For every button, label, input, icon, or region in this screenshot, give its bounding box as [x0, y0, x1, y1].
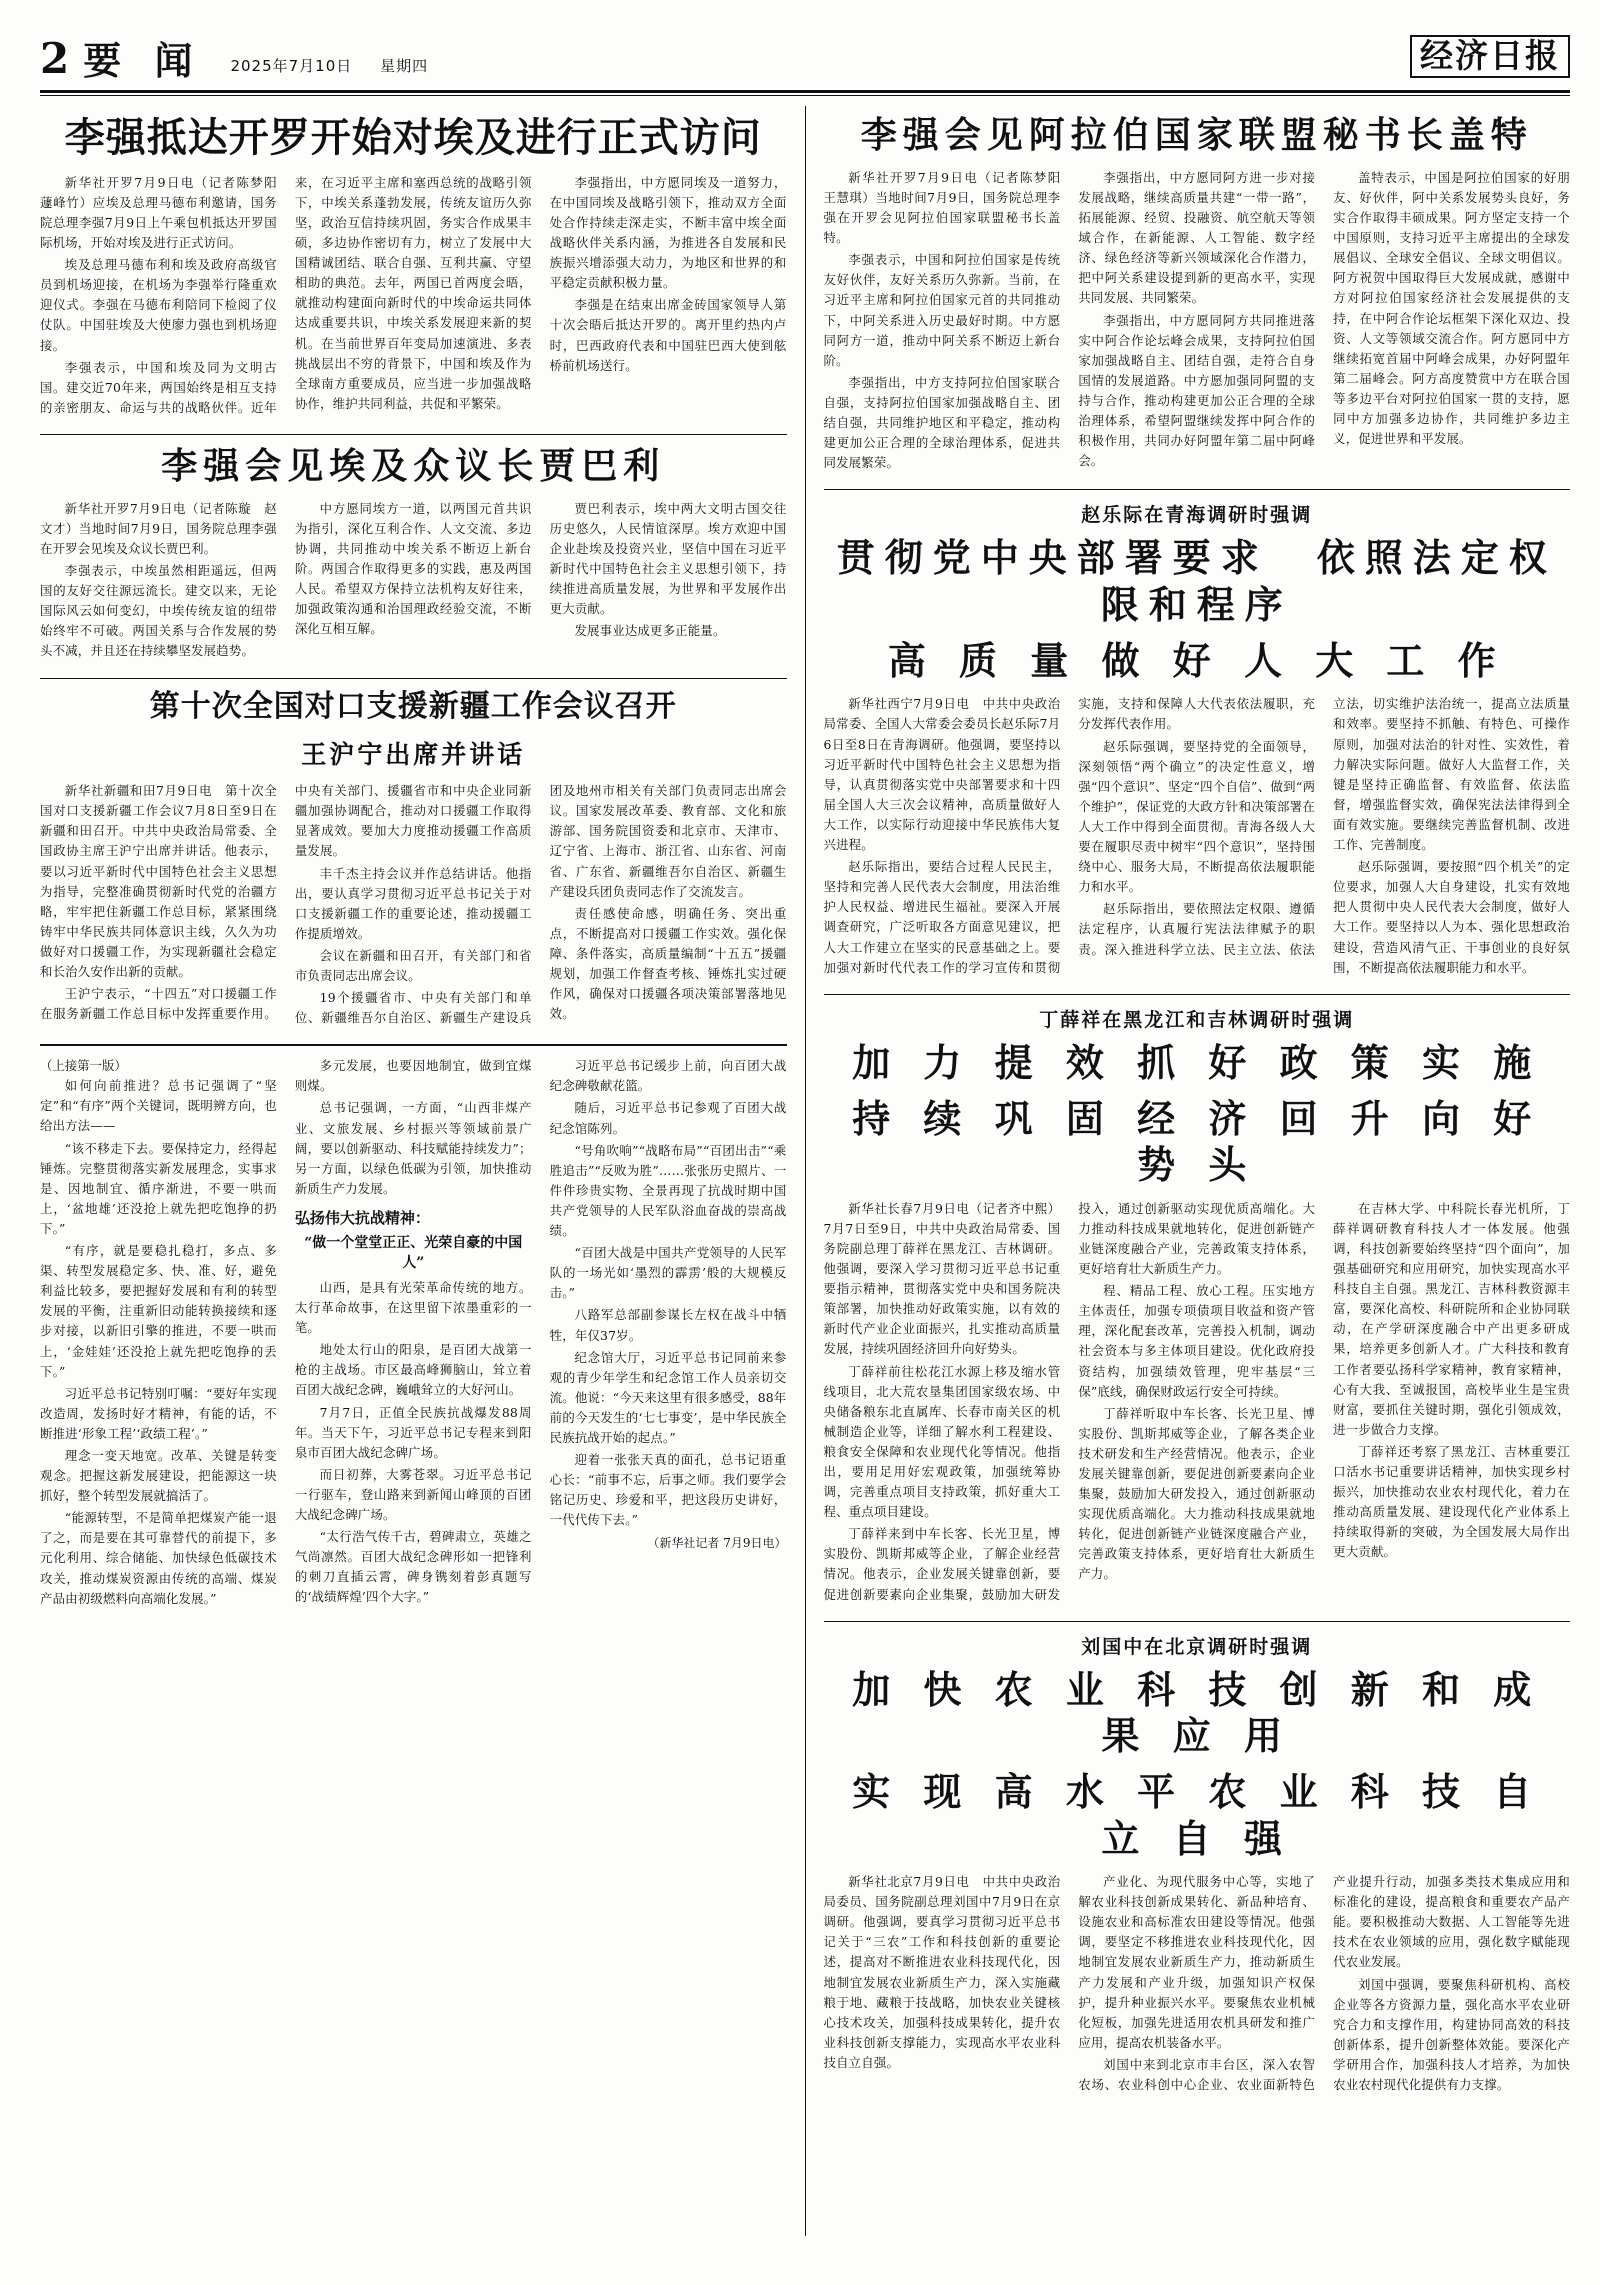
article-separator	[824, 1621, 1571, 1622]
paragraph: 习近平总书记特别叮嘱：“要好年实现改造周，发扬时好才精神，有能的话，不断推进‘形象工程’‘政绩工程’。”	[40, 1385, 277, 1441]
headline: 第十次全国对口支援新疆工作会议召开	[149, 688, 677, 724]
paragraph: 中方愿同埃方一道，以两国元首共识为指引，深化互利合作、人文交流、多边协调，共同推动中埃关系不断迈上新台阶。两国合作取得更多的实践，惠及两国人民。希望双方保持立法机构友好往来，加强政策沟通和治国理政经验交流，不断深化互相互解。	[294, 500, 532, 637]
headline-line-2: 实 现 高 水 平 农 业 科 技 自 立 自 强	[852, 1769, 1542, 1861]
headline-line-2: 持 续 巩 固 经 济 回 升 向 好 势 头	[852, 1096, 1542, 1188]
paragraph: 埃及总理马德布利和埃及政府高级官员到机场迎接，在机场为李强举行隆重欢迎仪式。李强在马德布利陪同下检阅了仪仗队。中国驻埃及大使廖力强也到机场迎接。	[40, 257, 277, 353]
continuation-note: （上接第一版）	[40, 1058, 127, 1074]
paragraph: 丰千杰主持会议并作总结讲话。他指出，要认真学习贯彻习近平总书记关于对口支援新疆工作的重要论述，推动援疆工作提质增效。	[294, 865, 532, 941]
paper-nameplate: 经济日报	[1410, 35, 1570, 78]
headline: 李强抵达开罗开始对埃及进行正式访问	[64, 114, 762, 161]
paragraph: 李强指出，中方愿同阿方进一步对接发展战略，继续高质量共建“一带一路”，拓展能源、经贸、投融资、航空航天等领域合作，在新能源、人工智能、数字经济、绿色经济等新兴领域深化合作潜力，把中阿关系建设提到新的更高水平，实现共同发展、共同繁荣。	[1078, 169, 1316, 306]
paragraph: 八路军总部副参谋长左权在战斗中牺牲，年仅37岁。	[549, 1307, 787, 1343]
paragraph: 新华社北京7月9日电 中共中央政治局委员、国务院副总理刘国中7月9日在京调研。他强调，要真学习贯彻习近平总书记关于“三农”工作和科技创新的重要论述，提高对不断推进农业科技现代化，因地制宜发展农业新质生产力，深入实施藏粮于地、藏粮于技战略，加快农业关键核心技术攻关，加强科技成果转化，提升农业科技创新支撑能力，实现高水平农业科技自立自强。	[823, 1874, 1061, 2070]
paragraph: 李强指出，中方愿同埃及一道努力，在中国同埃及战略引领下，推动双方全面处合作持续走深走实，不断丰富中埃全面战略伙伴关系内涵，为推进各自发展和民族振兴增添强大动力，为地区和世界的和平稳定贡献积极力量。	[549, 174, 787, 291]
kicker: 赵乐际在青海调研时强调	[1081, 504, 1313, 527]
paragraph: 总书记强调，一方面，“山西非煤产业、文旅发展、乡村振兴等领域前景广阔，要以创新驱动、科技赋能持续发力”；另一方面，以绿色低碳为引领，加快推动新质生产力发展。	[294, 1100, 532, 1196]
paragraph: 王沪宁表示，“十四五”对口援疆工作在服务新疆工作总目标中发挥重要作用。中央有关部门、援疆省市和中央企业同新疆加强协调配合，推动对口援疆工作取得显著成效。要加大力度推动援疆工作高质量发展。	[40, 783, 532, 1022]
paragraph: 新华社开罗7月9日电（记者陈梦阳 王慧琪）当地时间7月9日，国务院总理李强在开罗会见阿拉伯国家联盟秘书长盖特。	[823, 169, 1073, 246]
paragraph: 随后，习近平总书记参观了百团大战纪念馆陈列。	[549, 1100, 787, 1136]
paragraph: 7月7日，正值全民族抗战爆发88周年。当天下午，习近平总书记专程来到阳泉市百团大战纪念碑广场。	[294, 1404, 532, 1460]
paragraph: 19个援疆省市、中央有关部门和单位、新疆维吾尔自治区、新疆生产建设兵团及地州市相关有关部门负责同志出席会议。国家发展改革委、教育部、文化和旅游部、国务院国资委和北京市、天津市、辽宁省、上海市、浙江省、山东省、河南省、广东省、新疆维吾尔自治区、新疆生产建设兵团负责同志作了交流发言。	[294, 783, 787, 1026]
paragraph: 责任感使命感，明确任务、突出重点，不断提高对口援疆工作实效。强化保障、条件落实，高质量编制“十五五”援疆规划，加强工作督查考核、锤炼扎实过硬作风，确保对口援疆各项决策部署落地见效。	[549, 905, 787, 1022]
paragraph: 赵乐际指出，要依照法定权限、遵循法定程序，认真履行宪法法律赋予的职责。深入推进科学立法、民主立法、依法立法，切实维护法治统一，提高立法质量和效率。要坚持不抓触、有特色、可操作原则，加强对法治的针对性、实效性，着力解决实际问题。做好人大监督工作，关键是坚持正确监督、有效监督、依法监督，增强监督实效，确保宪法法律得到全面有效实施。要继续完善监督机制、改进工作、完善制度。	[1078, 696, 1570, 957]
paragraph: 会议在新疆和田召开，有关部门和省市负责同志出席会议。	[294, 947, 532, 984]
date-text: 2025年7月10日	[230, 57, 353, 75]
paragraph: 习近平总书记缓步上前，向百团大战纪念碑敬献花篮。	[549, 1058, 787, 1094]
paragraph: 李强表示，中埃虽然相距遥远，但两国的友好交往源远流长。建交以来，无论国际风云如何变幻，中埃传统友谊的纽带始终牢不可破。两国关系与合作发展的势头不减，并且还在持续攀坚发展趋势。	[40, 563, 277, 659]
paragraph: 盖特表示，中国是阿拉伯国家的好朋友、好伙伴，阿中关系发展势头良好，务实合作取得丰硕成果。阿方坚定支持一个中国原则，支持习近平主席提出的全球发展倡议、全球安全倡议、全球文明倡议。阿方祝贺中国取得巨大发展成就，感谢中方对阿拉伯国家经济社会发展提供的支持，在中阿合作论坛框架下深化双边、投资、人文等领域交流合作。阿方愿同中方继续拓宽首届中阿峰会成果，办好阿盟年第二届峰会。阿方高度赞赏中方在联合国等多边平台对阿拉伯国家一贯的支持，愿同中方加强多边协作，共同维护多边主义，促进世界和平发展。	[1333, 169, 1570, 447]
byline-signoff: （新华社记者 7月9日电）	[647, 1536, 787, 1551]
article-separator	[824, 489, 1571, 490]
masthead-rule-thin	[40, 95, 1570, 96]
section-subtitle: 弘扬伟大抗战精神：	[294, 1208, 430, 1227]
left-column	[40, 106, 787, 2236]
article-liu-guozhong-beijing	[824, 1632, 1571, 2095]
paragraph: 新华社新疆和田7月9日电 第十次全国对口支援新疆工作会议7月8日至9日在新疆和田召开。中共中央政治局常委、全国政协主席王沪宁出席并讲话。他表示，要以习近平新时代中国特色社会主义思想为指导，完整准确贯彻新时代党的治疆方略，牢牢把住新疆工作总目标，紧紧围绕铸牢中华民族共同体意识主线，久久为功做好对口援疆工作，为实现新疆社会稳定和长治久安作出新的贡献。	[40, 783, 277, 980]
paragraph: 地处太行山的阳泉，是百团大战第一枪的主战场。市区最高峰狮脑山，耸立着百团大战纪念碑，巍峨耸立的大好河山。	[294, 1342, 532, 1398]
paragraph: 程、精品工程、放心工程。压实地方主体责任，加强专项债项目收益和资产管理，深化配套改革，完善投入机制，调动社会资本与多主体项目建设。优化政府投资结构，加强绩效管理，兜牢基层“三保”底线，确保财政运行安全可持续。	[1078, 1283, 1316, 1399]
paragraph: 贾巴利表示，埃中两大文明古国交往历史悠久，人民情谊深厚。埃方欢迎中国企业赴埃及投资兴业，坚信中国在习近平新时代中国特色社会主义思想引领下，持续推进高质量发展，为世界和平发展作出更大贡献。	[549, 500, 787, 617]
paragraph: 刘国中来到北京市丰台区，深入农智农场、农业科创中心企业、农业面新特色产业提升行动，加强多类技术集成应用和标准化的建设，提高粮食和重要农产品产能。要积极推动大数据、人工智能等先进技术在农业领域的应用，强化数字赋能现代农业发展。	[1078, 1874, 1570, 2093]
headline: 李强会见阿拉伯国家联盟秘书长盖特	[860, 114, 1533, 156]
article-separator	[824, 994, 1571, 995]
article-continued-from-page1	[40, 1056, 787, 1608]
paragraph: 李强是在结束出席金砖国家领导人第十次会晤后抵达开罗的。离开里约热内卢时，巴西政府代表和中国驻巴西大使到舷桥前机场送行。	[549, 297, 787, 373]
article-li-qiang-cairo	[40, 114, 787, 418]
article-xinjiang-support-meeting	[40, 689, 787, 1029]
article-zhao-leji-qinghai	[824, 500, 1571, 977]
page-body	[40, 106, 1570, 2236]
paragraph: 李强表示，中国和埃及同为文明古国。建交近70年来，两国始终是相互支持的亲密朋友、命运与共的战略伙伴。近年来，在习近平主席和塞西总统的战略引领下，中埃关系蓬勃发展，传统友谊历久弥坚，政治互信持续巩固，务实合作成果丰硕，多边协作密切有力，树立了发展中大国精诚团结、联合自强、互利共赢、守望相助的典范。去年，两国已首两度会晤，就推动构建面向新时代的中埃命运共同体达成重要共识，中埃关系发展迎来新的契机。在当前世界百年变局加速演进、多表挑战层出不穷的背景下，中国和埃及作为全球南方重要成员，应当进一步加强战略协作，维护共同利益，共促和平繁荣。	[40, 174, 532, 415]
right-column	[824, 106, 1571, 2236]
paragraph: 而日初葬，大雾苍翠。习近平总书记一行驱车，登山路来到新闻山峰顶的百团大战纪念碑广场。	[294, 1466, 532, 1522]
paragraph: 李强指出，中方愿同阿方共同推进落实中阿合作论坛峰会成果，支持阿拉伯国家加强战略自主、团结自强，走符合自身国情的发展道路。中方愿加强同阿盟的支持与合作，推动构建更加公正合理的全球治理体系，希望阿盟继续发挥中阿合作的积极作用，共同办好阿盟年第二届中阿峰会。	[1078, 312, 1316, 469]
paragraph: 赵乐际强调，要坚持党的全面领导，深刻领悟“两个确立”的决定性意义，增强“四个意识”、坚定“四个自信”、做到“两个维护”，保证党的大政方针和决策部署在人大工作中得到全面贯彻。青海各级人大要在履职尽责中树牢“四个意识”，坚持围绕中心、服务大局，不断提高依法履职能力和水平。	[1078, 738, 1316, 895]
paragraph: “号角吹响”“战略布局”“百团出击”“乘胜追击”“反败为胜”……张张历史照片、一件件珍贵实物、全景再现了抗战时期中国共产党领导的人民军队浴血奋战的崇高战绩。	[549, 1142, 787, 1239]
paragraph: 新华社开罗7月9日电（记者陈璇 赵文才）当地时间7月9日，国务院总理李强在开罗会见埃及众议长贾巴利。	[40, 500, 277, 557]
paragraph: “能源转型，不是简单把煤炭产能一退了之，而是要在其可靠替代的前提下，多元化利用、综合储能、加快绿色低碳技术攻关，推动煤炭资源由传统的高端、煤炭产品由初级燃料向高端化发展。”	[40, 1510, 277, 1606]
page-number: 2	[40, 34, 70, 83]
article-ding-xuexiang-northeast	[824, 1005, 1571, 1605]
headline: 李强会见埃及众议长贾巴利	[161, 444, 666, 487]
paragraph: 纪念馆大厅，习近平总书记同前来参观的青少年学生和纪念馆工作人员亲切交流。他说：“今天来这里有很多感受，88年前的今天发生的‘七七事变’，是中华民族全民族抗战开始的起点。”	[549, 1349, 787, 1445]
paragraph: “有序，就是要稳扎稳打，多点、多渠、转型发展稳定多、快、准、好，避免利益比较多，要把握好发展和有利的转型发展的平衡，注重新旧动能转换接续和逐步对接，以新旧引擎的推进，不要一哄而上，‘金娃娃’还没抢上就先把吃饱挣的丢下。”	[40, 1243, 277, 1379]
paragraph: “百团大战是中国共产党领导的人民军队的一场光如‘墨烈的霹雳’般的大规模反击。”	[549, 1245, 787, 1301]
date-line	[230, 55, 428, 80]
newspaper-page	[0, 18, 1600, 2285]
paragraph: 新华社开罗7月9日电（记者陈梦阳 蘧峰竹）应埃及总理马德布利邀请，国务院总理李强7月9日上午乘包机抵达开罗国际机场，开始对埃及进行正式访问。	[40, 174, 290, 251]
column-divider	[805, 106, 806, 2236]
weekday-text: 星期四	[380, 57, 429, 75]
paragraph: 理念一变天地宽。改革、关键是转变观念。把握这新发展建设，把能源这一块抓好，整个转型发展就搞活了。	[40, 1447, 277, 1504]
paragraph: 发展事业达成更多正能量。	[574, 623, 726, 639]
paragraph: 李强表示，中国和阿拉伯国家是传统友好伙伴，友好关系历久弥新。当前，在习近平主席和阿拉伯国家元首的共同推动下，中阿关系进入历史最好时期。中方愿同阿方一道，推动中阿关系不断迈上新台阶。	[823, 252, 1061, 368]
masthead	[40, 18, 1570, 83]
kicker: 丁薛祥在黑龙江和吉林调研时强调	[1039, 1008, 1355, 1031]
article-li-qiang-arab-league	[824, 114, 1571, 473]
headline-line-1: 加 快 农 业 科 技 创 新 和 成 果 应 用	[852, 1666, 1542, 1759]
pull-quote: “做一个堂堂正正、光荣自豪的中国人”	[304, 1234, 523, 1271]
headline-line-2: 高 质 量 做 好 人 大 工 作	[887, 638, 1506, 684]
paragraph: 如何向前推进？总书记强调了“坚定”和“有序”两个关键词，既明辨方向，也给出方法——	[40, 1078, 277, 1134]
article-separator	[40, 434, 787, 435]
paragraph: 产业化、为现代服务中心等，实地了解农业科技创新成果转化、新品种培育、设施农业和高标准农田建设等情况。他强调，要坚定不移推进农业科技现代化，因地制宜发展农业新质生产力，推动新质生产力发展和产业升级，加强知识产权保护，提升种业振兴水平。要聚焦农业机械化短板，加强先进适用农机具研发和推广应用，提高农机装备水平。	[1078, 1874, 1316, 2050]
paragraph: 山西，是具有光荣革命传统的地方。太行革命故事，在这里留下浓墨重彩的一笔。	[294, 1279, 532, 1336]
article-separator	[40, 1044, 787, 1046]
headline-line-1: 贯彻党中央部署要求 依照法定权限和程序	[836, 535, 1557, 627]
paragraph: 丁薛祥还考察了黑龙江、吉林重要江口活水书记重要讲话精神，加快实现乡村振兴，加快推动农业农村现代化，着力在推动高质量发展、建设现代化产业体系上持续取得新的突破，为全国发展大局作出更大贡献。	[1333, 1443, 1570, 1560]
paragraph: 新华社西宁7月9日电 中共中央政治局常委、全国人大常委会委员长赵乐际7月6日至8日在青海调研。他强调，要坚持以习近平新时代中国特色社会主义思想为指导，认真贯彻落实党中央部署要求和十四届全国人大三次会议精神，高质量做好人大工作，以实际行动迎接中华民族伟大复兴进程。	[823, 696, 1061, 853]
paragraph: 丁薛祥前往松花江水源上移及缩水管线项目，北大荒农垦集团国家级农场、中央储备粮东北直属库、长春市南关区的机械制造企业等，详细了解水利工程建设、粮食安全保障和农业现代化等情况。他指出，要用足用好宏观政策，加强统筹协调，完善重点项目支持政策，抓好重大工程、重点项目建设。	[823, 1363, 1061, 1520]
paragraph: 迎着一张张天真的面孔，总书记语重心长：“前事不忘，后事之师。我们要学会铭记历史、珍爱和平，把这段历史讲好，一代代传下去。”	[549, 1452, 787, 1528]
paragraph: 丁薛祥听取中车长客、长光卫星、博实股份、凯斯邦威等企业，了解各类企业技术研发和生产经营情况。他表示，企业发展关键靠创新，要促进创新要素向企业集聚，鼓励加大研发投入，通过创新驱动实现优质高端化。大力推动科技成果就地转化，促进创新链产业链深度融合产业，完善政策支持体系，更好培育壮大新质生产力。	[1078, 1405, 1316, 1582]
paragraph: 刘国中强调，要聚焦科研机构、高校企业等各方资源力量，强化高水平农业研究合力和支撑作用，构建协同高效的科技创新体系，提升创新整体效能。要深化产学研用合作，加强科技人才培养，为加快农业农村现代化提供有力支撑。	[1333, 1976, 1570, 2093]
paragraph: 李强指出，中方支持阿拉伯国家联合自强，支持阿拉伯国家加强战略自主、团结自强，共同维护地区和平稳定，推动构建更加公正合理的全球治理体系，促进共同发展繁荣。	[823, 374, 1061, 471]
headline-line-1: 加 力 提 效 抓 好 政 策 实 施	[852, 1039, 1542, 1085]
paragraph: “该不移走下去。要保持定力，经得起锤炼。完整贯彻落实新发展理念，实事求是、因地制宜、循序渐进，不要一哄而上，‘盆地雄’还没抢上就先把吃饱挣的扔下。”	[40, 1140, 277, 1236]
paragraph: 丁薛祥来到中车长客、长光卫星，博实股份、凯斯邦威等企业，了解企业经营情况。他表示，企业发展关键靠创新，要促进创新要素向企业集聚，鼓励加大研发投入，通过创新驱动实现优质高端化。大力推动科技成果就地转化，促进创新链产业链深度融合产业，完善政策支持体系，更好培育壮大新质生产力。	[823, 1200, 1316, 1602]
paragraph: 赵乐际强调，要按照“四个机关”的定位要求，加强人大自身建设，扎实有效地把人贯彻中央人民代表大会制度，做好人大工作。要坚持以人为本、强化思想政治建设，营造风清气正、干事创业的良好氛围，不断提高依法履职能力和水平。	[1333, 859, 1570, 975]
subheadline: 王沪宁出席并讲话	[301, 740, 526, 770]
paragraph: 在吉林大学、中科院长春光机所，丁薛祥调研教育科技人才一体发展。他强调，科技创新要始终坚持“四个面向”，加强基础研究和应用研究，加快实现高水平科技自主自强。黑龙江、吉林科教资源丰富，要深化高校、科研院所和企业协同联动，在产学研深度融合中产出更多研成果，培养更多创新人才。广大科技和教育工作者要弘扬科学家精神，教育家精神，心有大我、至诚报国，高校毕业生是宝贵财富，要抓住关键时期，强化引领成效，进一步做合力支撑。	[1333, 1200, 1570, 1437]
paragraph: “太行浩气传千古，碧碑肃立，英雄之气尚凛然。百团大战纪念碑形如一把锋利的刺刀直插云霄，碑身镌刻着彭真题写的‘战绩辉煌’四个大字。”	[294, 1529, 532, 1605]
masthead-rule	[40, 90, 1570, 93]
paragraph: 多元发展，也要因地制宜，做到宜煤则煤。	[294, 1058, 532, 1094]
paragraph: 新华社长春7月9日电（记者齐中熙）7月7日至9日，中共中央政治局常委、国务院副总理丁薛祥在黑龙江、吉林调研。他强调，要深入学习贯彻习近平总书记重要指示精神，贯彻落实党中央和国务院决策部署，加快推动好政策实施，以有效的新时代产业企业面振兴，扎实推动高质量发展，持续巩固经济回升向好势头。	[823, 1200, 1061, 1357]
kicker: 刘国中在北京调研时强调	[1081, 1635, 1313, 1658]
article-separator	[40, 678, 787, 679]
paragraph: 赵乐际指出，要结合过程人民民主，坚持和完善人民代表大会制度，用法治维护人民权益、增进民生福祉。要深入开展调查研究，广泛听取各方面意见建议，把人大工作建立在坚实的民意基础之上。要加强对新时代代表工作的学习宣传和贯彻实施，支持和保障人大代表依法履职，充分发挥代表作用。	[823, 696, 1316, 975]
section-title: 要 闻	[83, 38, 203, 83]
article-li-qiang-jiabali	[40, 445, 787, 662]
